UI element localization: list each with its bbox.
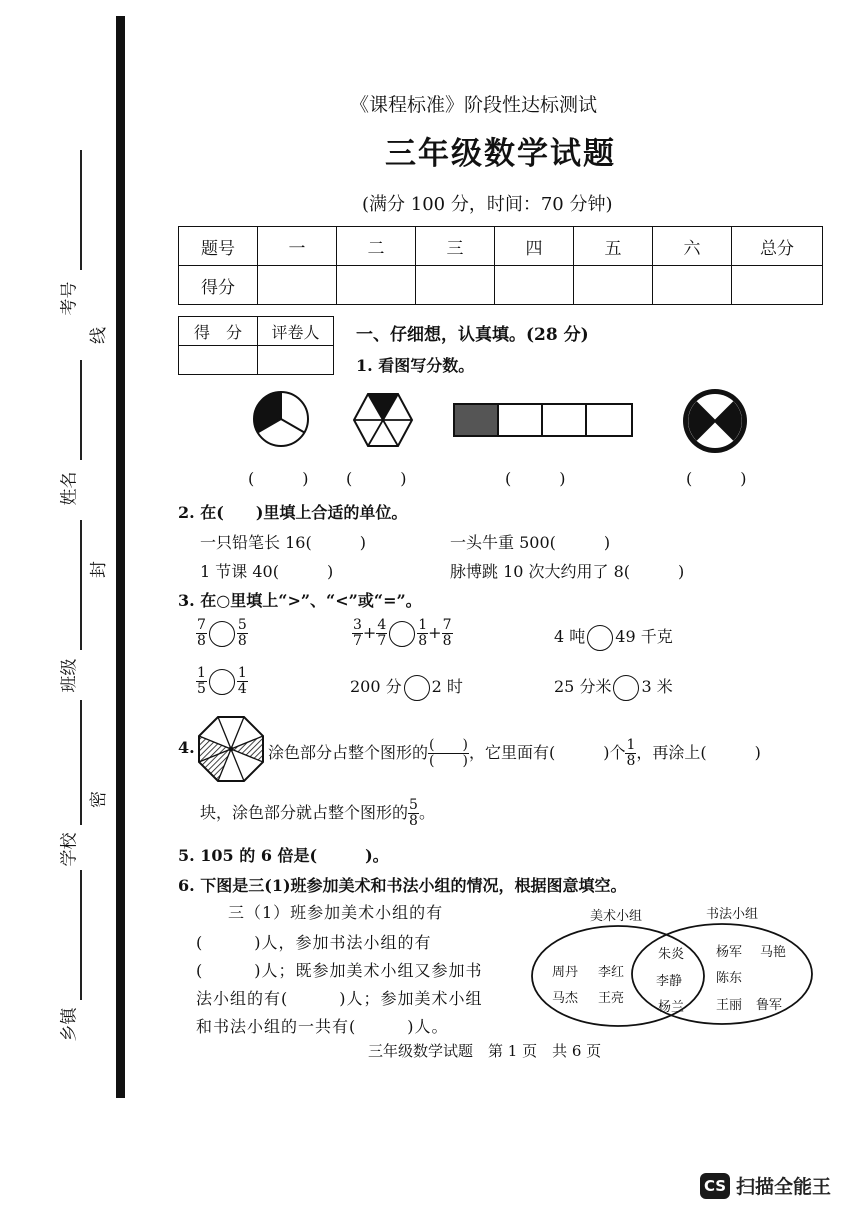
fraction: $\frac{4}{7}$: [377, 617, 387, 649]
q4-text: ，再涂上( ): [636, 743, 761, 762]
circle-thirds-figure: [250, 388, 312, 450]
seal-char-seal: 封: [89, 561, 109, 578]
score-cell[interactable]: [574, 266, 653, 305]
compare-circle[interactable]: [389, 621, 415, 647]
plus-sign: +: [428, 623, 442, 642]
compare-circle[interactable]: [209, 669, 235, 695]
compare-left: 25 分米: [554, 677, 612, 696]
score-row-label: 得分: [179, 266, 258, 305]
q4-text: 涂色部分占整个图形的: [268, 743, 429, 762]
score-cell[interactable]: [653, 266, 732, 305]
compare-circle[interactable]: [209, 621, 235, 647]
art-group-label: 美术小组: [590, 909, 643, 924]
q4-text: 块，涂色部分就占整个图形的: [200, 803, 409, 822]
rectangle-parts-figure: [452, 402, 634, 438]
venn-name: 李红: [598, 965, 625, 980]
venn-name: 王丽: [716, 998, 743, 1013]
compare-item: [350, 674, 463, 701]
score-cell[interactable]: [495, 266, 574, 305]
unit-item[interactable]: 脉博跳 10 次大约用了 8( ): [450, 562, 685, 581]
venn-name: 周丹: [552, 965, 579, 980]
exam-title: 三年级数学试题: [385, 136, 616, 172]
answer-blank[interactable]: ( ): [346, 469, 407, 488]
seal-char-secret: 密: [89, 791, 109, 808]
fraction: $\frac{5}{8}$: [237, 617, 247, 649]
compare-item: [554, 674, 673, 701]
compare-item: [554, 624, 673, 651]
score-header-cell: 四: [495, 227, 574, 266]
school-line: [80, 700, 82, 825]
plus-sign: +: [362, 623, 377, 642]
q6-line[interactable]: 和书法小组的一共有( )人。: [196, 1017, 449, 1036]
venn-name: 陈东: [716, 971, 743, 986]
grader-name-cell[interactable]: [258, 346, 334, 375]
compare-right: 3 米: [641, 677, 673, 696]
fraction: $\frac{7}{8}$: [197, 617, 206, 649]
grader-score-cell[interactable]: [179, 346, 258, 375]
school-label: 学校: [59, 832, 80, 867]
compare-item: [352, 618, 453, 649]
blank-fraction[interactable]: $\frac{( )}{( )}$: [429, 737, 468, 769]
question-3: 3. 在○里填上“>”、“<”或“=”。: [178, 591, 422, 610]
fraction: $\frac{7}{8}$: [442, 617, 452, 649]
venn-name: 马杰: [552, 991, 579, 1006]
question-5: 5. 105 的 6 倍是( )。: [178, 846, 389, 865]
score-cell[interactable]: [337, 266, 416, 305]
score-header-cell: 三: [416, 227, 495, 266]
calligraphy-group-label: 书法小组: [706, 907, 759, 922]
page-footer: 三年级数学试题 第 1 页 共 6 页: [368, 1042, 602, 1060]
compare-item: [196, 666, 248, 697]
question-4-number: 4.: [178, 738, 195, 757]
fraction: $\frac{1}{4}$: [237, 665, 247, 697]
hexagon-figure: [352, 390, 414, 450]
q6-line[interactable]: ( )人，参加书法小组的有: [196, 933, 432, 952]
score-header-cell: 总分: [732, 227, 823, 266]
answer-blank[interactable]: ( ): [686, 469, 747, 488]
name-label: 姓名: [59, 471, 80, 506]
q4-text: ，它里面有( )个: [468, 743, 626, 762]
township-label: 乡镇: [59, 1007, 80, 1042]
exam-number-line: [80, 150, 82, 270]
question-1: 1. 看图写分数。: [356, 356, 475, 375]
exam-info: (满分 100 分，时间：70 分钟): [362, 194, 613, 215]
answer-blank[interactable]: ( ): [505, 469, 566, 488]
unit-item[interactable]: 一只铅笔长 16( ): [200, 533, 366, 552]
township-line: [80, 870, 82, 1000]
answer-blank[interactable]: ( ): [248, 469, 309, 488]
compare-left: 4 吨: [554, 627, 586, 646]
class-line: [80, 520, 82, 650]
venn-name: 王亮: [598, 991, 625, 1006]
question-4-line1: [268, 738, 761, 769]
score-cell[interactable]: [416, 266, 495, 305]
venn-name: 李静: [656, 974, 683, 989]
grader-table: [178, 316, 334, 375]
fraction: $\frac{1}{8}$: [418, 617, 428, 649]
fraction: $\frac{3}{7}$: [353, 617, 362, 649]
exam-subtitle: 《课程标准》阶段性达标测试: [350, 94, 598, 116]
score-header-cell: 六: [653, 227, 732, 266]
class-label: 班级: [59, 658, 80, 693]
compare-right: 49 千克: [615, 627, 673, 646]
cs-logo-icon: CS: [700, 1173, 730, 1199]
q6-line[interactable]: 法小组的有( )人；参加美术小组: [196, 989, 483, 1008]
seal-char-line: 线: [89, 327, 109, 344]
q4-text: 。: [418, 803, 435, 822]
score-header-cell: 二: [337, 227, 416, 266]
scanner-name: 扫描全能王: [736, 1176, 832, 1198]
octagon-figure: [196, 714, 266, 784]
name-line: [80, 360, 82, 460]
question-2: 2. 在( )里填上合适的单位。: [178, 503, 408, 522]
score-header-cell: 一: [258, 227, 337, 266]
compare-right: 2 时: [431, 677, 463, 696]
score-cell[interactable]: [732, 266, 823, 305]
scanner-watermark: [700, 1172, 831, 1199]
score-table: [178, 226, 823, 305]
grader-name-header: 评卷人: [258, 317, 334, 346]
unit-item[interactable]: 一头牛重 500( ): [450, 533, 611, 552]
venn-name: 朱炎: [658, 947, 685, 962]
compare-item: [196, 618, 248, 649]
score-header-cell: 题号: [179, 227, 258, 266]
ring-quarters-figure: [680, 386, 750, 456]
venn-name: 鲁军: [756, 998, 783, 1013]
exam-number-label: 考号: [59, 281, 80, 316]
question-4-line2: [200, 798, 435, 829]
question-6: 6. 下图是三(1)班参加美术和书法小组的情况，根据图意填空。: [178, 876, 627, 895]
binding-bar: [116, 16, 125, 1098]
compare-circle[interactable]: [587, 625, 613, 651]
unit-item[interactable]: 1 节课 40( ): [200, 562, 334, 581]
q6-line: 三（1）班参加美术小组的有: [228, 903, 444, 922]
fraction: $\frac{1}{8}$: [626, 737, 636, 769]
section-heading: 一、仔细想，认真填。(28 分): [356, 325, 589, 345]
score-cell[interactable]: [258, 266, 337, 305]
venn-name: 杨兰: [658, 1000, 685, 1015]
compare-circle[interactable]: [613, 675, 639, 701]
fraction: $\frac{1}{5}$: [197, 665, 206, 697]
compare-left: 200 分: [350, 677, 402, 696]
fraction: $\frac{5}{8}$: [409, 797, 418, 829]
venn-name: 杨军: [716, 945, 743, 960]
venn-name: 马艳: [760, 945, 787, 960]
compare-circle[interactable]: [404, 675, 430, 701]
grader-score-header: 得 分: [179, 317, 258, 346]
score-header-cell: 五: [574, 227, 653, 266]
q6-line[interactable]: ( )人；既参加美术小组又参加书: [196, 961, 483, 980]
